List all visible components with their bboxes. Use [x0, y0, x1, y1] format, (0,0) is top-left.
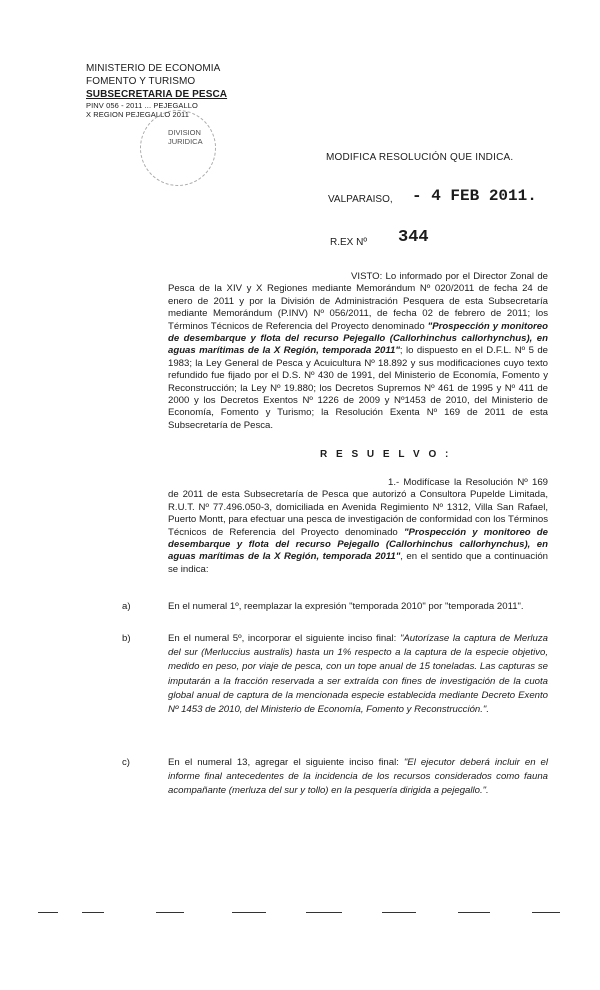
place-label: VALPARAISO, [328, 194, 393, 205]
article-1-project-name: "Prospección y monitoreo de desembarque y flota del recurso Pejegallo (Callorhinchus callorhynchus), en aguas marítimas de la X Región, temporada 2011" [168, 526, 549, 563]
article-1-text-1: 1.- Modifícase la Resolución Nº 169 de 2011 de esta Subsecretaría de Pesca que autorizó a Consultora Pupelde Limitada, R.U.T. Nº 77.496.050-3, domiciliada en Avenida Regimiento Nº 1312, Villa San Rafael, Puerto Montt, para efectuar una pesca de investigación de conformidad con los Términos Técnicos de Referencia del Proyecto denominado [168, 477, 548, 538]
division-stamp [140, 110, 216, 186]
signature-line [458, 912, 490, 913]
item-letter: a) [122, 601, 131, 612]
project-name: "Prospección y monitoreo de desembarque y flota del recurso Pejegallo (Callorhinchus callorhynchus), en aguas marítimas de la X Región, temporada 2011" [168, 320, 548, 357]
item-b [122, 632, 548, 717]
signature-line [306, 912, 342, 913]
item-text: En el numeral 5º, incorporar el siguiente inciso final: [168, 633, 400, 644]
signature-line [532, 912, 560, 913]
ministry-name: MINISTERIO DE ECONOMIA [86, 63, 221, 74]
item-letter: b) [122, 633, 131, 644]
item-c [122, 756, 548, 799]
document-subject: MODIFICA RESOLUCIÓN QUE INDICA. [326, 152, 514, 163]
subsecretaria-name: SUBSECRETARIA DE PESCA [86, 89, 228, 100]
article-1-text-2: , en el sentido que a continuación se indica: [168, 551, 548, 575]
ministry-subtitle: FOMENTO Y TURISMO [86, 76, 196, 87]
resolution-number: 344 [398, 228, 429, 247]
item-text: En el numeral 1º, reemplazar la expresión "temporada 2010" por "temporada 2011". [168, 601, 524, 612]
reference-line-2: X REGION PEJEGALLO 2011 [86, 110, 190, 119]
item-text: En el numeral 13, agregar el siguiente inciso final: [168, 757, 404, 768]
stamp-text [168, 128, 203, 146]
visto-text-2: ; lo dispuesto en el D.F.L. Nº 5 de 1983; la Ley General de Pesca y Acuicultura Nº 18.892 y sus modificaciones cuyo texto refundido fue fijado por el D.S. Nº 430 de 1991, del Ministerio de Economía, Fomento y Reconstrucción; la Ley Nº 19.880; los Decretos Supremos Nº 461 de 1995 y Nº 411 de 2000 y los Decretos Exentos Nº 1226 de 2009 y Nº1453 de 2010, del Ministerio de Economía, Fomento y Turismo; la Resolución Exenta Nº 169 de 2011 de esta Subsecretaría de Pesca. [168, 345, 548, 431]
signature-line [82, 912, 104, 913]
signature-line [382, 912, 416, 913]
stamp-line-2: JURIDICA [168, 137, 203, 146]
reference-line-1: PINV 056 - 2011 ... PEJEGALLO [86, 101, 198, 110]
item-letter: c) [122, 757, 130, 768]
signature-line [232, 912, 266, 913]
resuelvo-heading: R E S U E L V O : [320, 449, 452, 460]
visto-paragraph [168, 271, 548, 432]
stamp-line-1: DIVISION [168, 128, 201, 137]
letterhead [86, 62, 226, 119]
signature-line [156, 912, 184, 913]
resolution-label: R.EX Nº [330, 237, 367, 248]
signature-line [38, 912, 58, 913]
visto-text-1: VISTO: Lo informado por el Director Zonal de Pesca de la XIV y X Regiones mediante Memorándum Nº 020/2011 de fecha 24 de enero de 2011 y por la División de Administración Pesquera de esta Subsecretaría mediante Memorándum (P.INV) Nº 056/2011, de fecha 02 de febrero de 2011; los Términos Técnicos de Referencia del Proyecto denominado [168, 271, 548, 332]
item-italic: "El ejecutor deberá incluir en el informe final antecedentes de la incidencia de los recursos considerados como fauna acompañante (merluza del sur y tollo) en la pesquería dirigida a pejegallo.". [168, 757, 548, 797]
article-1-paragraph [168, 477, 548, 576]
date-stamp: - 4 FEB 2011. [412, 187, 537, 205]
item-a [122, 600, 548, 614]
item-italic: "Autorízase la captura de Merluza del sur (Merluccius australis) hasta un 1% respecto a la captura de la especie objetivo, medido en peso, por viaje de pesca, con un tope anual de 15 toneladas. Las capturas se imputarán a la fracción reservada a ser extraída con fines de investigación de la cuota global anual de captura de la mencionada especie establecida mediante Decreto Exento Nº 1453 de 2010, del Ministerio de Economía, Fomento y Reconstrucción.". [168, 633, 548, 716]
